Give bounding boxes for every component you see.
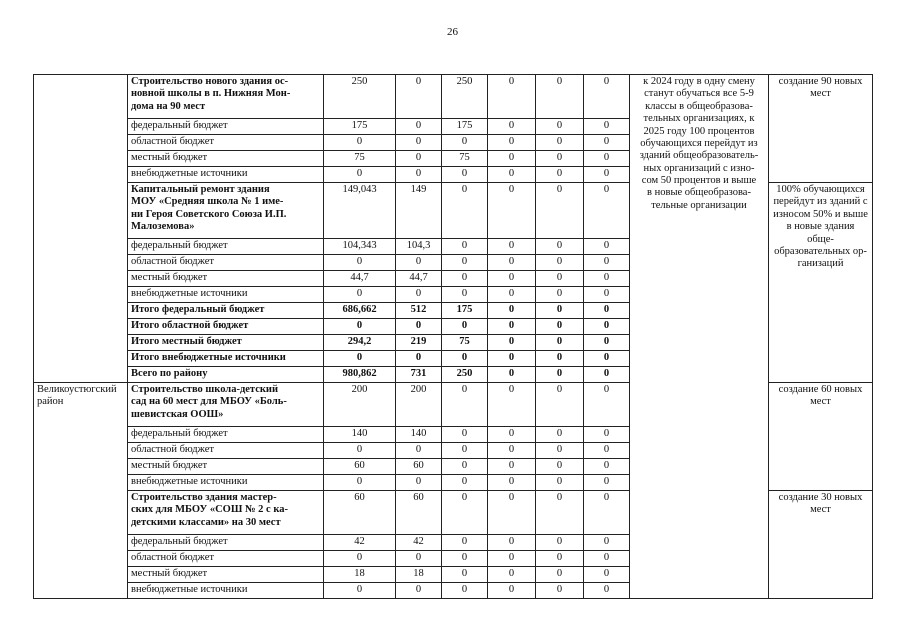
value-cell: 0 bbox=[488, 151, 536, 167]
value-cell: 0 bbox=[584, 151, 630, 167]
value-cell: 200 bbox=[324, 383, 396, 427]
value-cell: 0 bbox=[442, 551, 488, 567]
value-cell: 0 bbox=[324, 135, 396, 151]
value-cell: 200 bbox=[396, 383, 442, 427]
row-name: федеральный бюджет bbox=[128, 535, 324, 551]
value-cell: 0 bbox=[536, 491, 584, 535]
row-name: внебюджетные источники bbox=[128, 287, 324, 303]
row-name: внебюджетные источники bbox=[128, 475, 324, 491]
value-cell: 0 bbox=[324, 255, 396, 271]
value-cell: 0 bbox=[442, 239, 488, 255]
value-cell: 104,343 bbox=[324, 239, 396, 255]
value-cell: 0 bbox=[488, 367, 536, 383]
value-cell: 0 bbox=[536, 183, 584, 239]
value-cell: 0 bbox=[396, 287, 442, 303]
value-cell: 175 bbox=[442, 119, 488, 135]
region-cell: Великоустюгский район bbox=[34, 383, 128, 599]
result-cell: создание 60 новых мест bbox=[769, 383, 873, 491]
value-cell: 18 bbox=[324, 567, 396, 583]
page-number: 26 bbox=[447, 26, 458, 38]
value-cell: 250 bbox=[442, 75, 488, 119]
value-cell: 75 bbox=[442, 151, 488, 167]
value-cell: 0 bbox=[488, 167, 536, 183]
value-cell: 0 bbox=[488, 443, 536, 459]
value-cell: 0 bbox=[584, 535, 630, 551]
value-cell: 0 bbox=[536, 427, 584, 443]
value-cell: 0 bbox=[488, 319, 536, 335]
value-cell: 0 bbox=[442, 183, 488, 239]
value-cell: 0 bbox=[536, 75, 584, 119]
value-cell: 0 bbox=[442, 319, 488, 335]
value-cell: 0 bbox=[488, 491, 536, 535]
row-name: внебюджетные источники bbox=[128, 167, 324, 183]
value-cell: 0 bbox=[442, 491, 488, 535]
value-cell: 18 bbox=[396, 567, 442, 583]
value-cell: 60 bbox=[324, 459, 396, 475]
value-cell: 0 bbox=[442, 271, 488, 287]
value-cell: 0 bbox=[584, 383, 630, 427]
value-cell: 42 bbox=[396, 535, 442, 551]
value-cell: 0 bbox=[536, 335, 584, 351]
value-cell: 0 bbox=[442, 427, 488, 443]
row-name: Строительство нового здания ос- новной школы в п. Нижняя Мон- дома на 90 мест bbox=[128, 75, 324, 119]
value-cell: 0 bbox=[396, 551, 442, 567]
value-cell: 0 bbox=[536, 351, 584, 367]
expected-result-note: к 2024 году в одну смену станут обучаться все 5-9 классы в общеобразова- тельных организациях, к 2025 году 100 процентов обучающихся перейдут из зданий общеобразователь- ных организаций с изно- сом 50 процентов и выше в новые общеобразова- тельные организации bbox=[630, 75, 769, 599]
value-cell: 0 bbox=[396, 135, 442, 151]
value-cell: 0 bbox=[396, 119, 442, 135]
value-cell: 0 bbox=[584, 583, 630, 599]
row-name: местный бюджет bbox=[128, 271, 324, 287]
value-cell: 0 bbox=[324, 287, 396, 303]
value-cell: 0 bbox=[324, 551, 396, 567]
value-cell: 0 bbox=[442, 351, 488, 367]
value-cell: 140 bbox=[396, 427, 442, 443]
value-cell: 0 bbox=[584, 303, 630, 319]
value-cell: 0 bbox=[584, 75, 630, 119]
value-cell: 0 bbox=[536, 135, 584, 151]
value-cell: 0 bbox=[324, 583, 396, 599]
value-cell: 75 bbox=[442, 335, 488, 351]
value-cell: 0 bbox=[396, 151, 442, 167]
value-cell: 250 bbox=[324, 75, 396, 119]
value-cell: 0 bbox=[442, 443, 488, 459]
result-cell: создание 30 новых мест bbox=[769, 491, 873, 599]
value-cell: 149 bbox=[396, 183, 442, 239]
value-cell: 0 bbox=[488, 475, 536, 491]
value-cell: 0 bbox=[442, 459, 488, 475]
value-cell: 294,2 bbox=[324, 335, 396, 351]
value-cell: 104,3 bbox=[396, 239, 442, 255]
value-cell: 44,7 bbox=[324, 271, 396, 287]
value-cell: 0 bbox=[584, 255, 630, 271]
value-cell: 0 bbox=[488, 303, 536, 319]
value-cell: 0 bbox=[442, 567, 488, 583]
value-cell: 42 bbox=[324, 535, 396, 551]
value-cell: 0 bbox=[536, 319, 584, 335]
value-cell: 0 bbox=[488, 459, 536, 475]
value-cell: 0 bbox=[584, 287, 630, 303]
value-cell: 250 bbox=[442, 367, 488, 383]
value-cell: 0 bbox=[536, 239, 584, 255]
value-cell: 512 bbox=[396, 303, 442, 319]
value-cell: 0 bbox=[536, 475, 584, 491]
value-cell: 0 bbox=[536, 367, 584, 383]
value-cell: 0 bbox=[584, 239, 630, 255]
value-cell: 0 bbox=[536, 459, 584, 475]
value-cell: 0 bbox=[488, 271, 536, 287]
row-name: местный бюджет bbox=[128, 459, 324, 475]
value-cell: 0 bbox=[396, 255, 442, 271]
value-cell: 0 bbox=[584, 367, 630, 383]
value-cell: 0 bbox=[536, 551, 584, 567]
row-name: федеральный бюджет bbox=[128, 119, 324, 135]
value-cell: 0 bbox=[396, 319, 442, 335]
row-name: Итого местный бюджет bbox=[128, 335, 324, 351]
value-cell: 0 bbox=[584, 119, 630, 135]
value-cell: 0 bbox=[396, 351, 442, 367]
value-cell: 0 bbox=[584, 319, 630, 335]
value-cell: 0 bbox=[488, 551, 536, 567]
row-name: областной бюджет bbox=[128, 443, 324, 459]
value-cell: 0 bbox=[324, 475, 396, 491]
value-cell: 0 bbox=[584, 271, 630, 287]
row-name: Строительство здания мастер- ских для МБОУ «СОШ № 2 с ка- детскими классами» на 30 мест bbox=[128, 491, 324, 535]
table-row bbox=[34, 75, 873, 119]
value-cell: 0 bbox=[442, 383, 488, 427]
value-cell: 0 bbox=[584, 491, 630, 535]
row-name: Итого внебюджетные источники bbox=[128, 351, 324, 367]
value-cell: 0 bbox=[442, 167, 488, 183]
value-cell: 0 bbox=[488, 119, 536, 135]
value-cell: 0 bbox=[584, 183, 630, 239]
value-cell: 0 bbox=[536, 303, 584, 319]
row-name: местный бюджет bbox=[128, 151, 324, 167]
value-cell: 686,662 bbox=[324, 303, 396, 319]
value-cell: 0 bbox=[536, 583, 584, 599]
row-name: местный бюджет bbox=[128, 567, 324, 583]
value-cell: 0 bbox=[536, 271, 584, 287]
value-cell: 0 bbox=[488, 567, 536, 583]
value-cell: 0 bbox=[442, 583, 488, 599]
value-cell: 0 bbox=[584, 459, 630, 475]
value-cell: 0 bbox=[536, 443, 584, 459]
value-cell: 0 bbox=[324, 351, 396, 367]
value-cell: 0 bbox=[442, 475, 488, 491]
value-cell: 0 bbox=[324, 319, 396, 335]
value-cell: 0 bbox=[442, 535, 488, 551]
row-name: областной бюджет bbox=[128, 255, 324, 271]
row-name: Строительство школа-детский сад на 60 мест для МБОУ «Боль- шевистская ООШ» bbox=[128, 383, 324, 427]
value-cell: 140 bbox=[324, 427, 396, 443]
value-cell: 0 bbox=[584, 567, 630, 583]
value-cell: 75 bbox=[324, 151, 396, 167]
value-cell: 0 bbox=[536, 151, 584, 167]
value-cell: 0 bbox=[488, 383, 536, 427]
value-cell: 0 bbox=[324, 443, 396, 459]
value-cell: 0 bbox=[396, 75, 442, 119]
row-name: внебюджетные источники bbox=[128, 583, 324, 599]
value-cell: 44,7 bbox=[396, 271, 442, 287]
value-cell: 0 bbox=[324, 167, 396, 183]
row-name: федеральный бюджет bbox=[128, 427, 324, 443]
value-cell: 0 bbox=[536, 535, 584, 551]
value-cell: 60 bbox=[396, 459, 442, 475]
value-cell: 0 bbox=[442, 135, 488, 151]
value-cell: 0 bbox=[488, 287, 536, 303]
value-cell: 0 bbox=[396, 475, 442, 491]
value-cell: 0 bbox=[536, 567, 584, 583]
value-cell: 0 bbox=[536, 383, 584, 427]
value-cell: 980,862 bbox=[324, 367, 396, 383]
value-cell: 0 bbox=[442, 255, 488, 271]
value-cell: 0 bbox=[536, 255, 584, 271]
value-cell: 0 bbox=[488, 75, 536, 119]
value-cell: 0 bbox=[488, 535, 536, 551]
value-cell: 219 bbox=[396, 335, 442, 351]
row-name: федеральный бюджет bbox=[128, 239, 324, 255]
value-cell: 0 bbox=[488, 255, 536, 271]
value-cell: 0 bbox=[536, 167, 584, 183]
value-cell: 0 bbox=[488, 239, 536, 255]
value-cell: 0 bbox=[488, 351, 536, 367]
value-cell: 0 bbox=[488, 583, 536, 599]
budget-table bbox=[33, 74, 873, 599]
row-name: Итого федеральный бюджет bbox=[128, 303, 324, 319]
row-name: Итого областной бюджет bbox=[128, 319, 324, 335]
value-cell: 0 bbox=[396, 583, 442, 599]
value-cell: 731 bbox=[396, 367, 442, 383]
value-cell: 175 bbox=[442, 303, 488, 319]
value-cell: 149,043 bbox=[324, 183, 396, 239]
value-cell: 0 bbox=[488, 135, 536, 151]
value-cell: 60 bbox=[324, 491, 396, 535]
value-cell: 60 bbox=[396, 491, 442, 535]
row-name: Всего по району bbox=[128, 367, 324, 383]
value-cell: 0 bbox=[536, 287, 584, 303]
value-cell: 0 bbox=[488, 183, 536, 239]
value-cell: 0 bbox=[584, 335, 630, 351]
value-cell: 0 bbox=[396, 443, 442, 459]
value-cell: 0 bbox=[584, 443, 630, 459]
value-cell: 0 bbox=[584, 551, 630, 567]
value-cell: 175 bbox=[324, 119, 396, 135]
row-name: Капитальный ремонт здания МОУ «Средняя школа № 1 име- ни Героя Советского Союза И.П. Малоземова» bbox=[128, 183, 324, 239]
value-cell: 0 bbox=[584, 135, 630, 151]
value-cell: 0 bbox=[584, 475, 630, 491]
value-cell: 0 bbox=[396, 167, 442, 183]
row-name: областной бюджет bbox=[128, 551, 324, 567]
value-cell: 0 bbox=[442, 287, 488, 303]
result-cell: 100% обучающихся перейдут из зданий с износом 50% и выше в новые здания обще- образовательных ор- ганизаций bbox=[769, 183, 873, 383]
value-cell: 0 bbox=[488, 427, 536, 443]
region-cell bbox=[34, 75, 128, 383]
value-cell: 0 bbox=[584, 167, 630, 183]
value-cell: 0 bbox=[488, 335, 536, 351]
row-name: областной бюджет bbox=[128, 135, 324, 151]
value-cell: 0 bbox=[536, 119, 584, 135]
value-cell: 0 bbox=[584, 427, 630, 443]
result-cell: создание 90 новых мест bbox=[769, 75, 873, 183]
value-cell: 0 bbox=[584, 351, 630, 367]
